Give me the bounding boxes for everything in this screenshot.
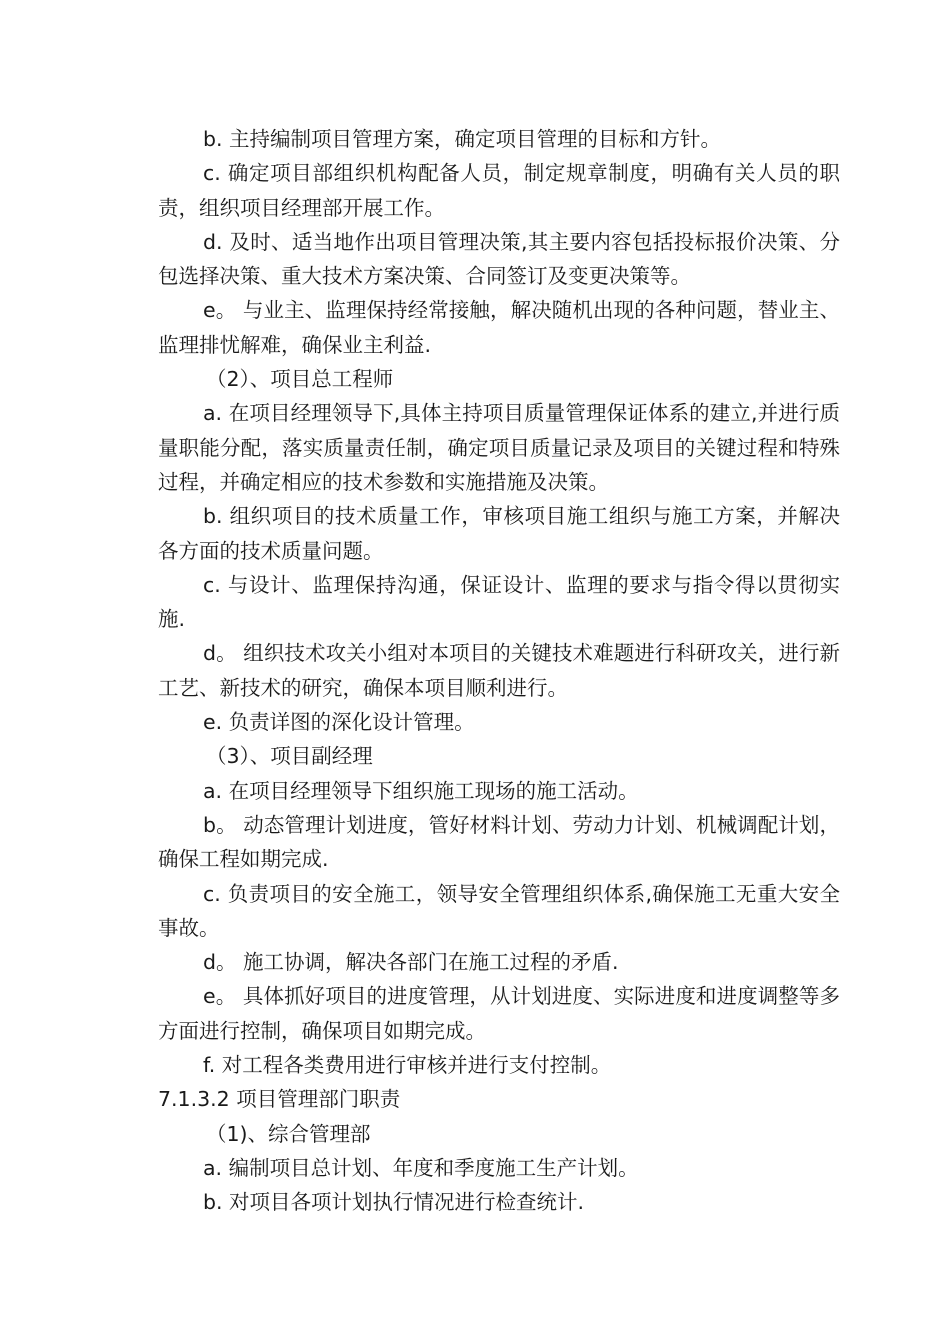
subheading-chief-engineer: （2）、项目总工程师 — [206, 367, 394, 392]
paragraph-2b: b. 组织项目的技术质量工作，审核项目施工组织与施工方案，并解决各方面的技术质量问题。 — [158, 504, 840, 563]
paragraph-2d: d。 组织技术攻关小组对本项目的关键技术难题进行科研攻关，进行新工艺、新技术的研究，确保本项目顺利进行。 — [158, 641, 840, 700]
paragraph-2a: a. 在项目经理领导下,具体主持项目质量管理保证体系的建立,并进行质量职能分配，落实质量责任制，确定项目质量记录及项目的关键过程和特殊过程，并确定相应的技术参数和实施措施及决策。 — [158, 401, 840, 494]
paragraph-2c: c. 与设计、监理保持沟通，保证设计、监理的要求与指令得以贯彻实施. — [158, 572, 840, 632]
paragraph-1c: c. 确定项目部组织机构配备人员，制定规章制度，明确有关人员的职责，组织项目经理部开展工作。 — [158, 161, 840, 220]
paragraph-1e: e。 与业主、监理保持经常接触，解决随机出现的各种问题，替业主、监理排忧解难，确保业主利益. — [158, 298, 840, 357]
paragraph-3a: a. 在项目经理领导下组织施工现场的施工活动。 — [203, 778, 639, 803]
section-heading-7132: 7.1.3.2 项目管理部门职责 — [158, 1087, 401, 1112]
paragraph-4b: b. 对项目各项计划执行情况进行检查统计. — [203, 1190, 585, 1215]
paragraph-3f: f. 对工程各类费用进行审核并进行支付控制。 — [203, 1053, 612, 1078]
paragraph-2e: e. 负责详图的深化设计管理。 — [203, 710, 475, 735]
document-body — [158, 122, 840, 1220]
paragraph-1b: b. 主持编制项目管理方案，确定项目管理的目标和方针。 — [203, 127, 722, 151]
paragraph-3d: d。 施工协调，解决各部门在施工过程的矛盾. — [203, 950, 619, 975]
subheading-general-management: （1)、综合管理部 — [206, 1121, 371, 1146]
paragraph-3c: c. 负责项目的安全施工，领导安全管理组织体系,确保施工无重大安全事故。 — [158, 881, 840, 940]
paragraph-1d: d. 及时、适当地作出项目管理决策,其主要内容包括投标报价决策、分包选择决策、重大技术方案决策、合同签订及变更决策等。 — [158, 229, 840, 289]
paragraph-3b: b。 动态管理计划进度，管好材料计划、劳动力计划、机械调配计划，确保工程如期完成. — [158, 812, 840, 872]
paragraph-3e: e。 具体抓好项目的进度管理，从计划进度、实际进度和进度调整等多方面进行控制，确保项目如期完成。 — [158, 984, 840, 1043]
subheading-deputy-manager: （3）、项目副经理 — [206, 744, 373, 769]
paragraph-4a: a. 编制项目总计划、年度和季度施工生产计划。 — [203, 1155, 639, 1180]
